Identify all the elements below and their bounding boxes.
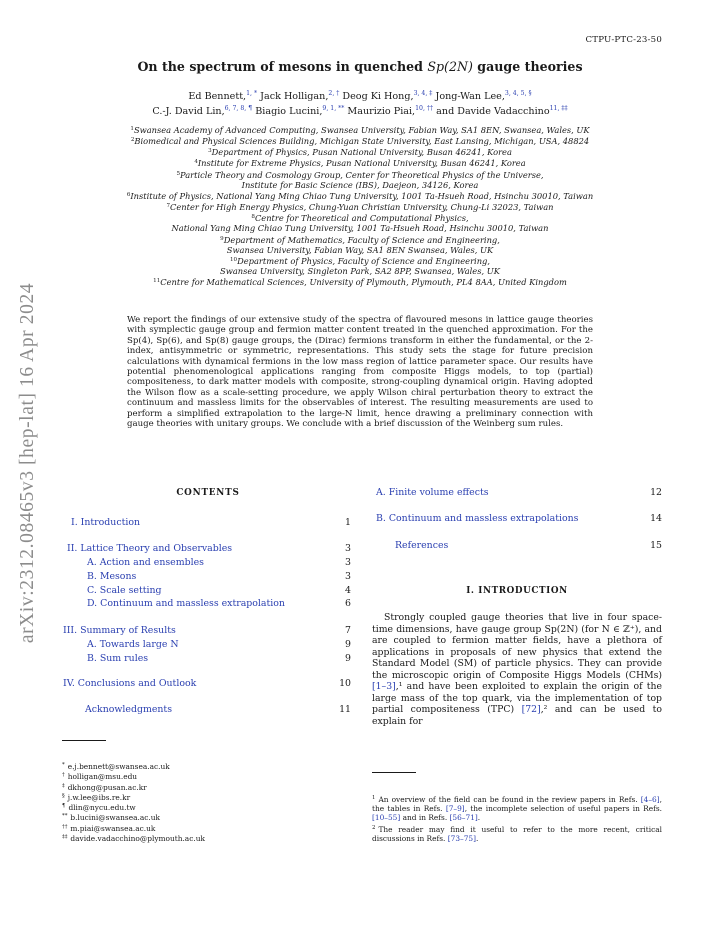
author-name: Maurizio Piai, (347, 106, 416, 117)
toc-subentry[interactable]: B. Mesons 3 (87, 571, 351, 582)
affiliations (60, 124, 660, 287)
author-line-1 (60, 90, 660, 102)
author-name: Jong-Wan Lee, (435, 91, 505, 102)
author-name: Ed Bennett, (188, 91, 247, 102)
toc-subentry[interactable]: A. Action and ensembles 3 (87, 557, 351, 568)
affiliation: $^6$Institute of Physics, National Yang Ming Chiao Tung University, 1001 Ta-Hsueh Road, Hsinchu 30010, Taiwan (126, 190, 594, 201)
citation-link[interactable]: [72] (521, 704, 541, 715)
citation-link[interactable]: [7–9] (445, 804, 465, 814)
author-marks[interactable]: 10, †† (415, 105, 434, 112)
footnote-rule (372, 772, 416, 773)
arxiv-identifier-stamp: arXiv:2312.08465v3 [hep-lat] 16 Apr 2024 (17, 282, 38, 644)
toc-subentry[interactable]: D. Continuum and massless extrapolation 6 (87, 598, 351, 609)
author-marks[interactable]: 1, * (246, 90, 258, 97)
toc-entry[interactable]: B. Continuum and massless extrapolations 14 (376, 513, 662, 524)
author-name: Deog Ki Hong, (342, 91, 414, 102)
toc-entry[interactable]: Acknowledgments 11 (85, 704, 351, 715)
author-name: and Davide Vadacchino (436, 106, 550, 117)
title-text-before: On the spectrum of mesons in quenched (137, 59, 428, 74)
toc-entry[interactable]: References 15 (395, 540, 662, 551)
citation-link[interactable]: [1–3] (372, 681, 396, 692)
author-footnotes (62, 761, 322, 843)
footnote: $^1$ An overview of the field can be found in the review papers in Refs. [4–6], the tables in Refs. [7–9], the incomplete selection of useful papers in Refs. [10–55] and in Refs. [56–71]. (372, 795, 662, 823)
author-line-2 (60, 105, 660, 117)
toc-entry[interactable]: II. Lattice Theory and Observables 3 (67, 543, 351, 554)
introduction-paragraph: Strongly coupled gauge theories that live in four space-time dimensions, have gauge group Sp(2N) (for N ∈ ℤ⁺), and are coupled to fermion matter fields, have a plethora of applications in proposals of new physics that extend the Standard Model (SM) of particle physics. They can provide the microscopic origin of Composite Higgs Models (CHMs) [1–3],¹ and have been exploited to explain the origin of the large mass of the top quark, via the implementation of top partial compositeness (TPC) [72],² and can be used to explain for (372, 612, 662, 727)
author-marks[interactable]: 9, 1, ** (322, 105, 345, 112)
citation-link[interactable]: [73–75] (447, 833, 477, 843)
author-email[interactable]: ‡‡ davide.vadacchino@plymouth.ac.uk (62, 834, 205, 844)
author-marks[interactable]: 6, 7, 8, ¶ (224, 105, 253, 112)
toc-entry[interactable]: A. Finite volume effects 12 (376, 487, 662, 498)
author-email[interactable]: † holligan@msu.edu (62, 772, 138, 782)
section-heading-introduction: I. INTRODUCTION (466, 586, 568, 596)
author-email[interactable]: †† m.piai@swansea.ac.uk (62, 823, 156, 833)
affiliation: $^3$Department of Physics, Pusan National University, Busan 46241, Korea (208, 147, 512, 158)
affiliation: $^2$Biomedical and Physical Sciences Building, Michigan State University, East Lansing, Michigan, USA, 48824 (130, 136, 590, 147)
text-footnotes (372, 794, 662, 844)
author-email[interactable]: * e.j.bennett@swansea.ac.uk (62, 762, 170, 771)
author-marks[interactable]: 2, † (328, 90, 340, 97)
affiliation: $^{11}$Centre for Mathematical Sciences, University of Plymouth, Plymouth, PL4 8AA, United Kingdom (153, 277, 567, 288)
report-number: CTPU-PTC-23-50 (585, 35, 662, 45)
title-math: Sp(2N) (427, 59, 473, 74)
affiliation: $^4$Institute for Extreme Physics, Pusan National University, Busan 46241, Korea (194, 158, 526, 169)
author-email[interactable]: § j.w.lee@ibs.re.kr (62, 792, 131, 802)
affiliation: $^1$Swansea Academy of Advanced Computing, Swansea University, Fabian Way, SA1 8EN, Swansea, Wales, UK (130, 125, 590, 135)
abstract: We report the findings of our extensive study of the spectra of flavoured mesons in lattice gauge theories with symplectic gauge group and fermion matter content treated in the quenched approximation. For the Sp(4), Sp(6), and Sp(8) gauge groups, the (Dirac) fermions transform in either the fundamental, or the 2-index, antisymmetric or symmetric, representations. This study sets the stage for future precision calculations with dynamical fermions in the low mass region of lattice parameter space. Our results have potential phenomenological applications ranging from composite Higgs models, to top (partial) compositeness, to dark matter models with composite, strong-coupling dynamical origin. Having adopted the Wilson flow as a scale-setting procedure, we apply Wilson chiral perturbation theory to extract the continuum and massless limits for the observables of interest. The resulting measurements are used to perform a simplified extrapolation to the large-N limit, hence drawing a preliminary connection with gauge theories with unitary groups. We conclude with a brief discussion of the Weinberg sum rules. (127, 315, 593, 430)
affiliation-continued: National Yang Ming Chiao Tung University, 1001 Ta-Hsueh Road, Hsinchu 30010, Taiwan (171, 223, 549, 234)
author-email[interactable]: ¶ dlin@nycu.edu.tw (62, 803, 136, 813)
citation-link[interactable]: [56–71] (449, 813, 478, 823)
author-marks[interactable]: 3, 4, ‡ (413, 90, 433, 97)
author-name: Biagio Lucini, (255, 106, 323, 117)
author-email[interactable]: ** b.lucini@swansea.ac.uk (62, 813, 160, 823)
toc-subentry[interactable]: C. Scale setting 4 (87, 585, 351, 596)
toc-entry[interactable]: I. Introduction 1 (71, 517, 351, 528)
title-text-after: gauge theories (472, 59, 583, 74)
toc-entry[interactable]: III. Summary of Results 7 (63, 625, 351, 636)
affiliation: $^5$Particle Theory and Cosmology Group, Center for Theoretical Physics of the Universe, (176, 169, 544, 180)
affiliation: $^9$Department of Mathematics, Faculty of Science and Engineering, (220, 234, 500, 245)
paper-title (60, 59, 660, 74)
citation-link[interactable]: [4–6] (640, 795, 660, 804)
toc-subentry[interactable]: A. Towards large N 9 (87, 639, 351, 650)
toc-subentry[interactable]: B. Sum rules 9 (87, 653, 351, 664)
author-marks[interactable]: 11, ‡‡ (549, 105, 568, 112)
author-name: Jack Holligan, (260, 91, 329, 102)
footnote-rule (62, 740, 106, 741)
affiliation-continued: Swansea University, Fabian Way, SA1 8EN Swansea, Wales, UK (226, 244, 494, 255)
affiliation: $^{10}$Department of Physics, Faculty of Science and Engineering, (229, 255, 490, 266)
footnote: $^2$ The reader may find it useful to refer to the more recent, critical discussions in Refs. [73–75]. (372, 824, 662, 843)
contents-heading: CONTENTS (176, 488, 240, 498)
author-name: C.-J. David Lin, (152, 106, 225, 117)
affiliation-continued: Swansea University, Singleton Park, SA2 8PP, Swansea, Wales, UK (220, 266, 500, 277)
author-email[interactable]: ‡ dkhong@pusan.ac.kr (62, 782, 147, 792)
toc-entry[interactable]: IV. Conclusions and Outlook 10 (63, 678, 351, 689)
citation-link[interactable]: [10–55] (372, 813, 401, 823)
author-marks[interactable]: 3, 4, 5, § (504, 90, 532, 97)
affiliation-continued: Institute for Basic Science (IBS), Daejeon, 34126, Korea (241, 179, 479, 190)
affiliation: $^7$Center for High Energy Physics, Chung-Yuan Christian University, Chung-Li 32023, Taiwan (166, 202, 554, 213)
affiliation: $^8$Centre for Theoretical and Computational Physics, (251, 213, 469, 224)
